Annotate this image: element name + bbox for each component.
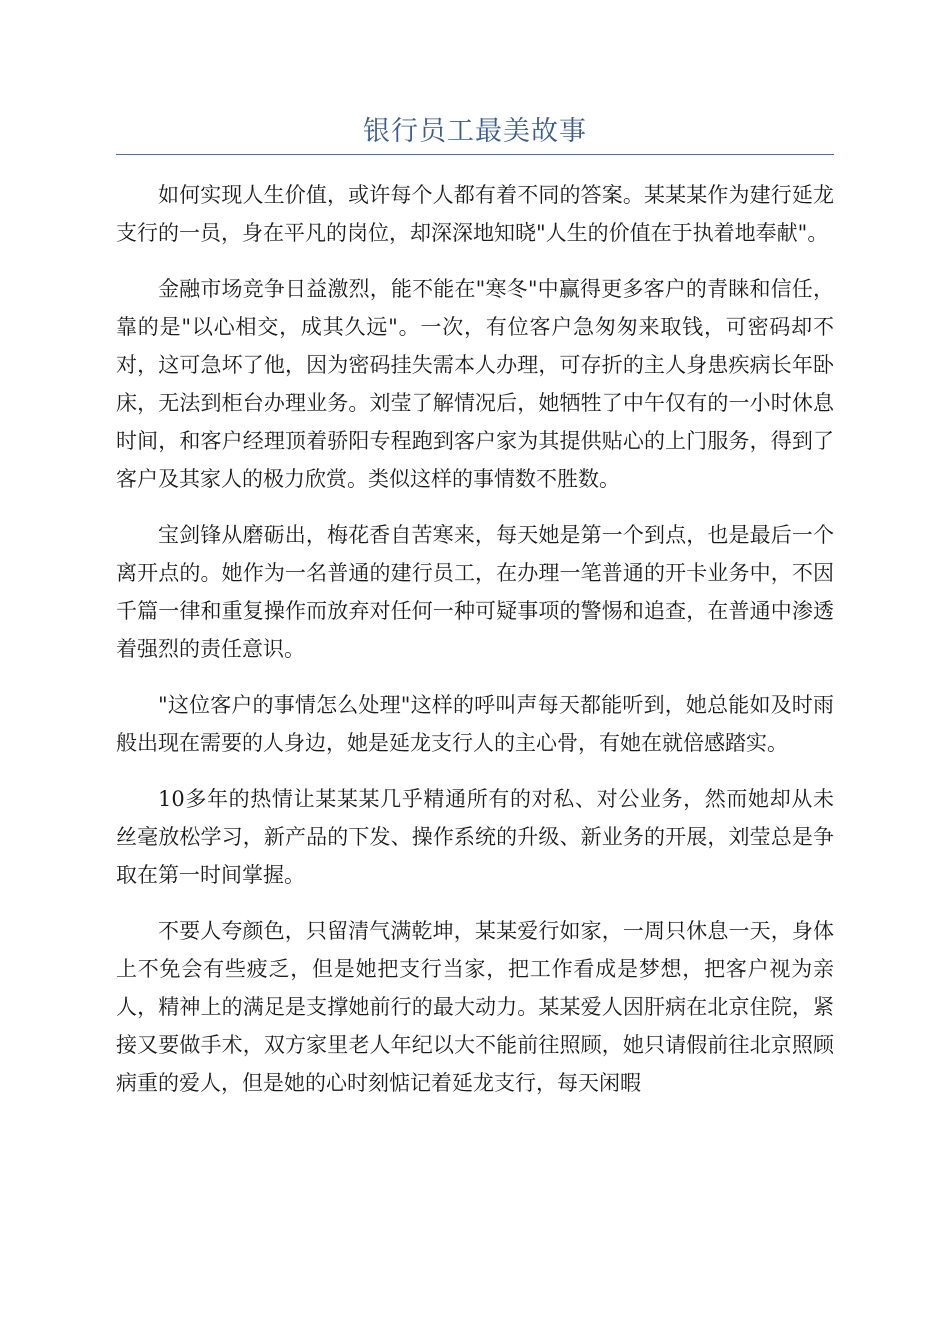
paragraph-2: 金融市场竞争日益激烈，能不能在"寒冬"中赢得更多客户的青睐和信任，靠的是"以心相交，成其久远"。一次，有位客户急匆匆来取钱，可密码却不对，这可急坏了他，因为密码挂失需本人办理，可存折的主人身患疾病长年卧床，无法到柜台办理业务。刘莹了解情况后，她牺牲了中午仅有的一小时休息时间，和客户经理顶着骄阳专程跑到客户家为其提供贴心的上门服务，得到了客户及其家人的极力欣赏。类似这样的事情数不胜数。 [116, 277, 834, 491]
paragraph-5: 10多年的热情让某某某几乎精通所有的对私、对公业务，然而她却从未丝毫放松学习，新产品的下发、操作系统的升级、新业务的开展，刘莹总是争取在第一时间掌握。 [116, 787, 834, 887]
paragraph-1: 如何实现人生价值，或许每个人都有着不同的答案。某某某作为建行延龙支行的一员，身在平凡的岗位，却深深地知晓"人生的价值在于执着地奉献"。 [116, 183, 834, 245]
page-title: 银行员工最美故事 [363, 116, 587, 147]
title-underline [116, 154, 834, 155]
paragraph-6: 不要人夸颜色，只留清气满乾坤，某某爱行如家，一周只休息一天，身体上不免会有些疲乏，但是她把支行当家，把工作看成是梦想，把客户视为亲人，精神上的满足是支撑她前行的最大动力。某某爱人因肝病在北京住院，紧接又要做手术，双方家里老人年纪以大不能前往照顾，她只请假前往北京照顾病重的爱人，但是她的心时刻惦记着延龙支行，每天闲暇 [116, 919, 834, 1095]
paragraph-4: "这位客户的事情怎么处理"这样的呼叫声每天都能听到，她总能如及时雨般出现在需要的人身边，她是延龙支行人的主心骨，有她在就倍感踏实。 [116, 693, 834, 755]
document-body [116, 176, 834, 1120]
paragraph-3: 宝剑锋从磨砺出，梅花香自苦寒来，每天她是第一个到点，也是最后一个离开点的。她作为一名普通的建行员工，在办理一笔普通的开卡业务中，不因千篇一律和重复操作而放弃对任何一种可疑事项的警惕和追查，在普通中渗透着强烈的责任意识。 [116, 523, 834, 661]
